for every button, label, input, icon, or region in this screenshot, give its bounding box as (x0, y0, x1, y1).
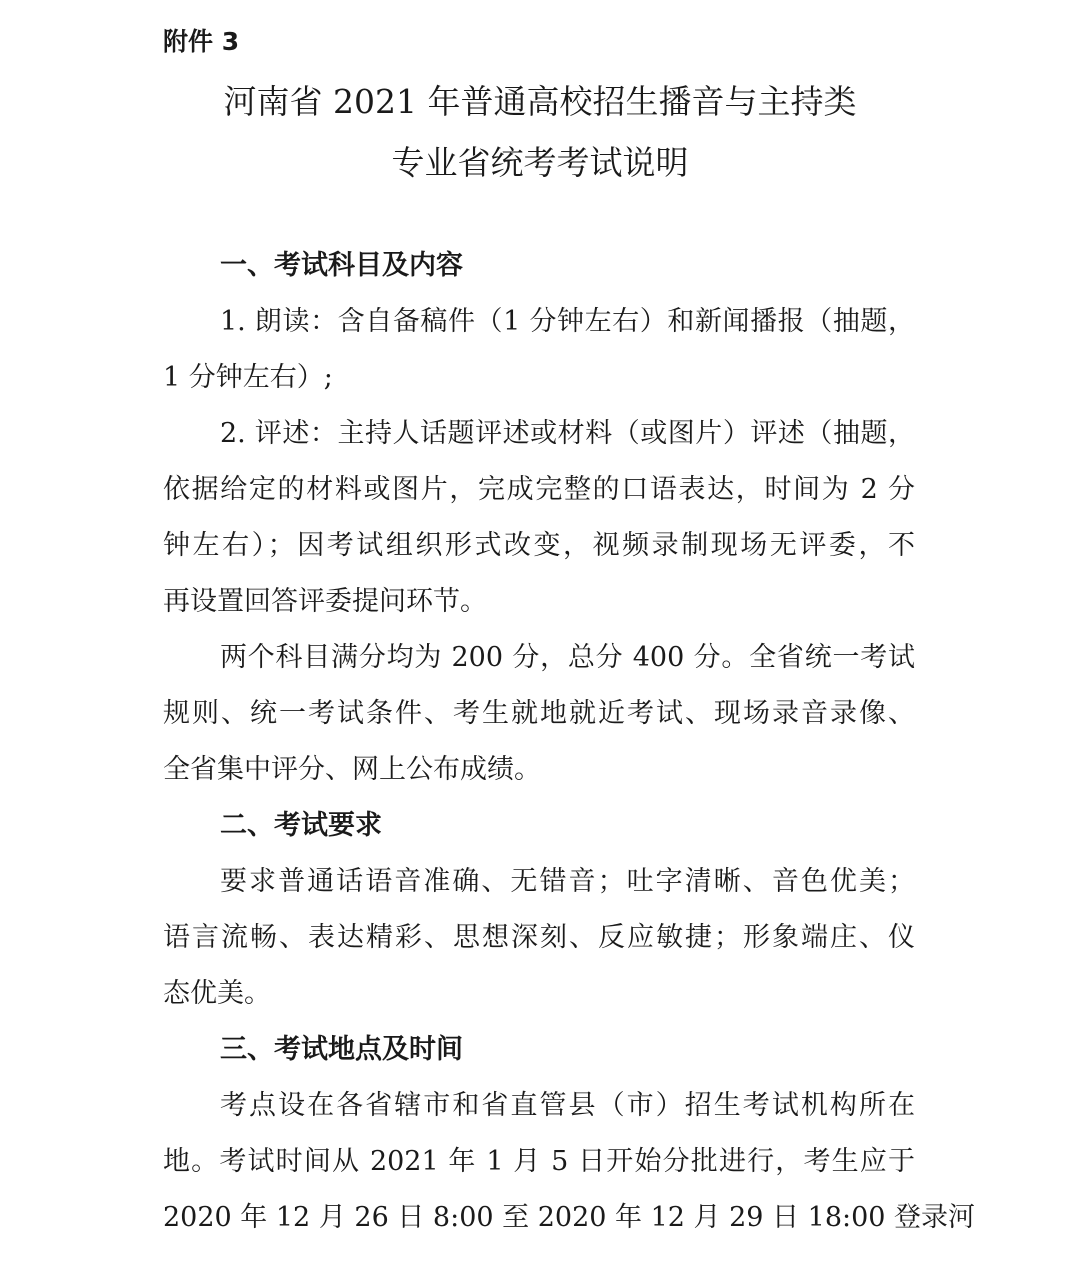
paragraph-line: 要求普通话语音准确、无错音；吐字清晰、音色优美； (220, 866, 915, 897)
paragraph-line: 1 分钟左右）; (163, 362, 333, 393)
paragraph-line: 态优美。 (163, 978, 271, 1009)
paragraph-line: 规则、统一考试条件、考生就地就近考试、现场录音录像、 (163, 698, 915, 729)
document-title-line-2: 专业省统考考试说明 (391, 143, 689, 182)
paragraph-line: 地。考试时间从 2021 年 1 月 5 日开始分批进行，考生应于 (163, 1146, 915, 1177)
attachment-label: 附件 3 (163, 27, 240, 56)
paragraph-line: 2. 评述：主持人话题评述或材料（或图片）评述（抽题， (220, 418, 915, 449)
section-heading-1: 一、考试科目及内容 (220, 250, 463, 281)
paragraph-line: 1. 朗读：含自备稿件（1 分钟左右）和新闻播报（抽题， (220, 306, 915, 337)
paragraph-line: 钟左右）；因考试组织形式改变，视频录制现场无评委，不 (163, 530, 915, 561)
section-heading-2: 二、考试要求 (220, 810, 382, 841)
paragraph-line: 两个科目满分均为 200 分，总分 400 分。全省统一考试 (220, 642, 915, 673)
paragraph-line: 语言流畅、表达精彩、思想深刻、反应敏捷；形象端庄、仪 (163, 922, 915, 953)
paragraph-line: 全省集中评分、网上公布成绩。 (163, 754, 541, 785)
paragraph-line: 考点设在各省辖市和省直管县（市）招生考试机构所在 (220, 1090, 915, 1121)
paragraph-line: 2020 年 12 月 26 日 8:00 至 2020 年 12 月 29 日 18:00 登录河 (163, 1202, 976, 1233)
paragraph-line: 再设置回答评委提问环节。 (163, 586, 487, 617)
section-heading-3: 三、考试地点及时间 (220, 1034, 463, 1065)
paragraph-line: 依据给定的材料或图片，完成完整的口语表达，时间为 2 分 (163, 474, 915, 505)
document-title-line-1: 河南省 2021 年普通高校招生播音与主持类 (223, 82, 857, 121)
